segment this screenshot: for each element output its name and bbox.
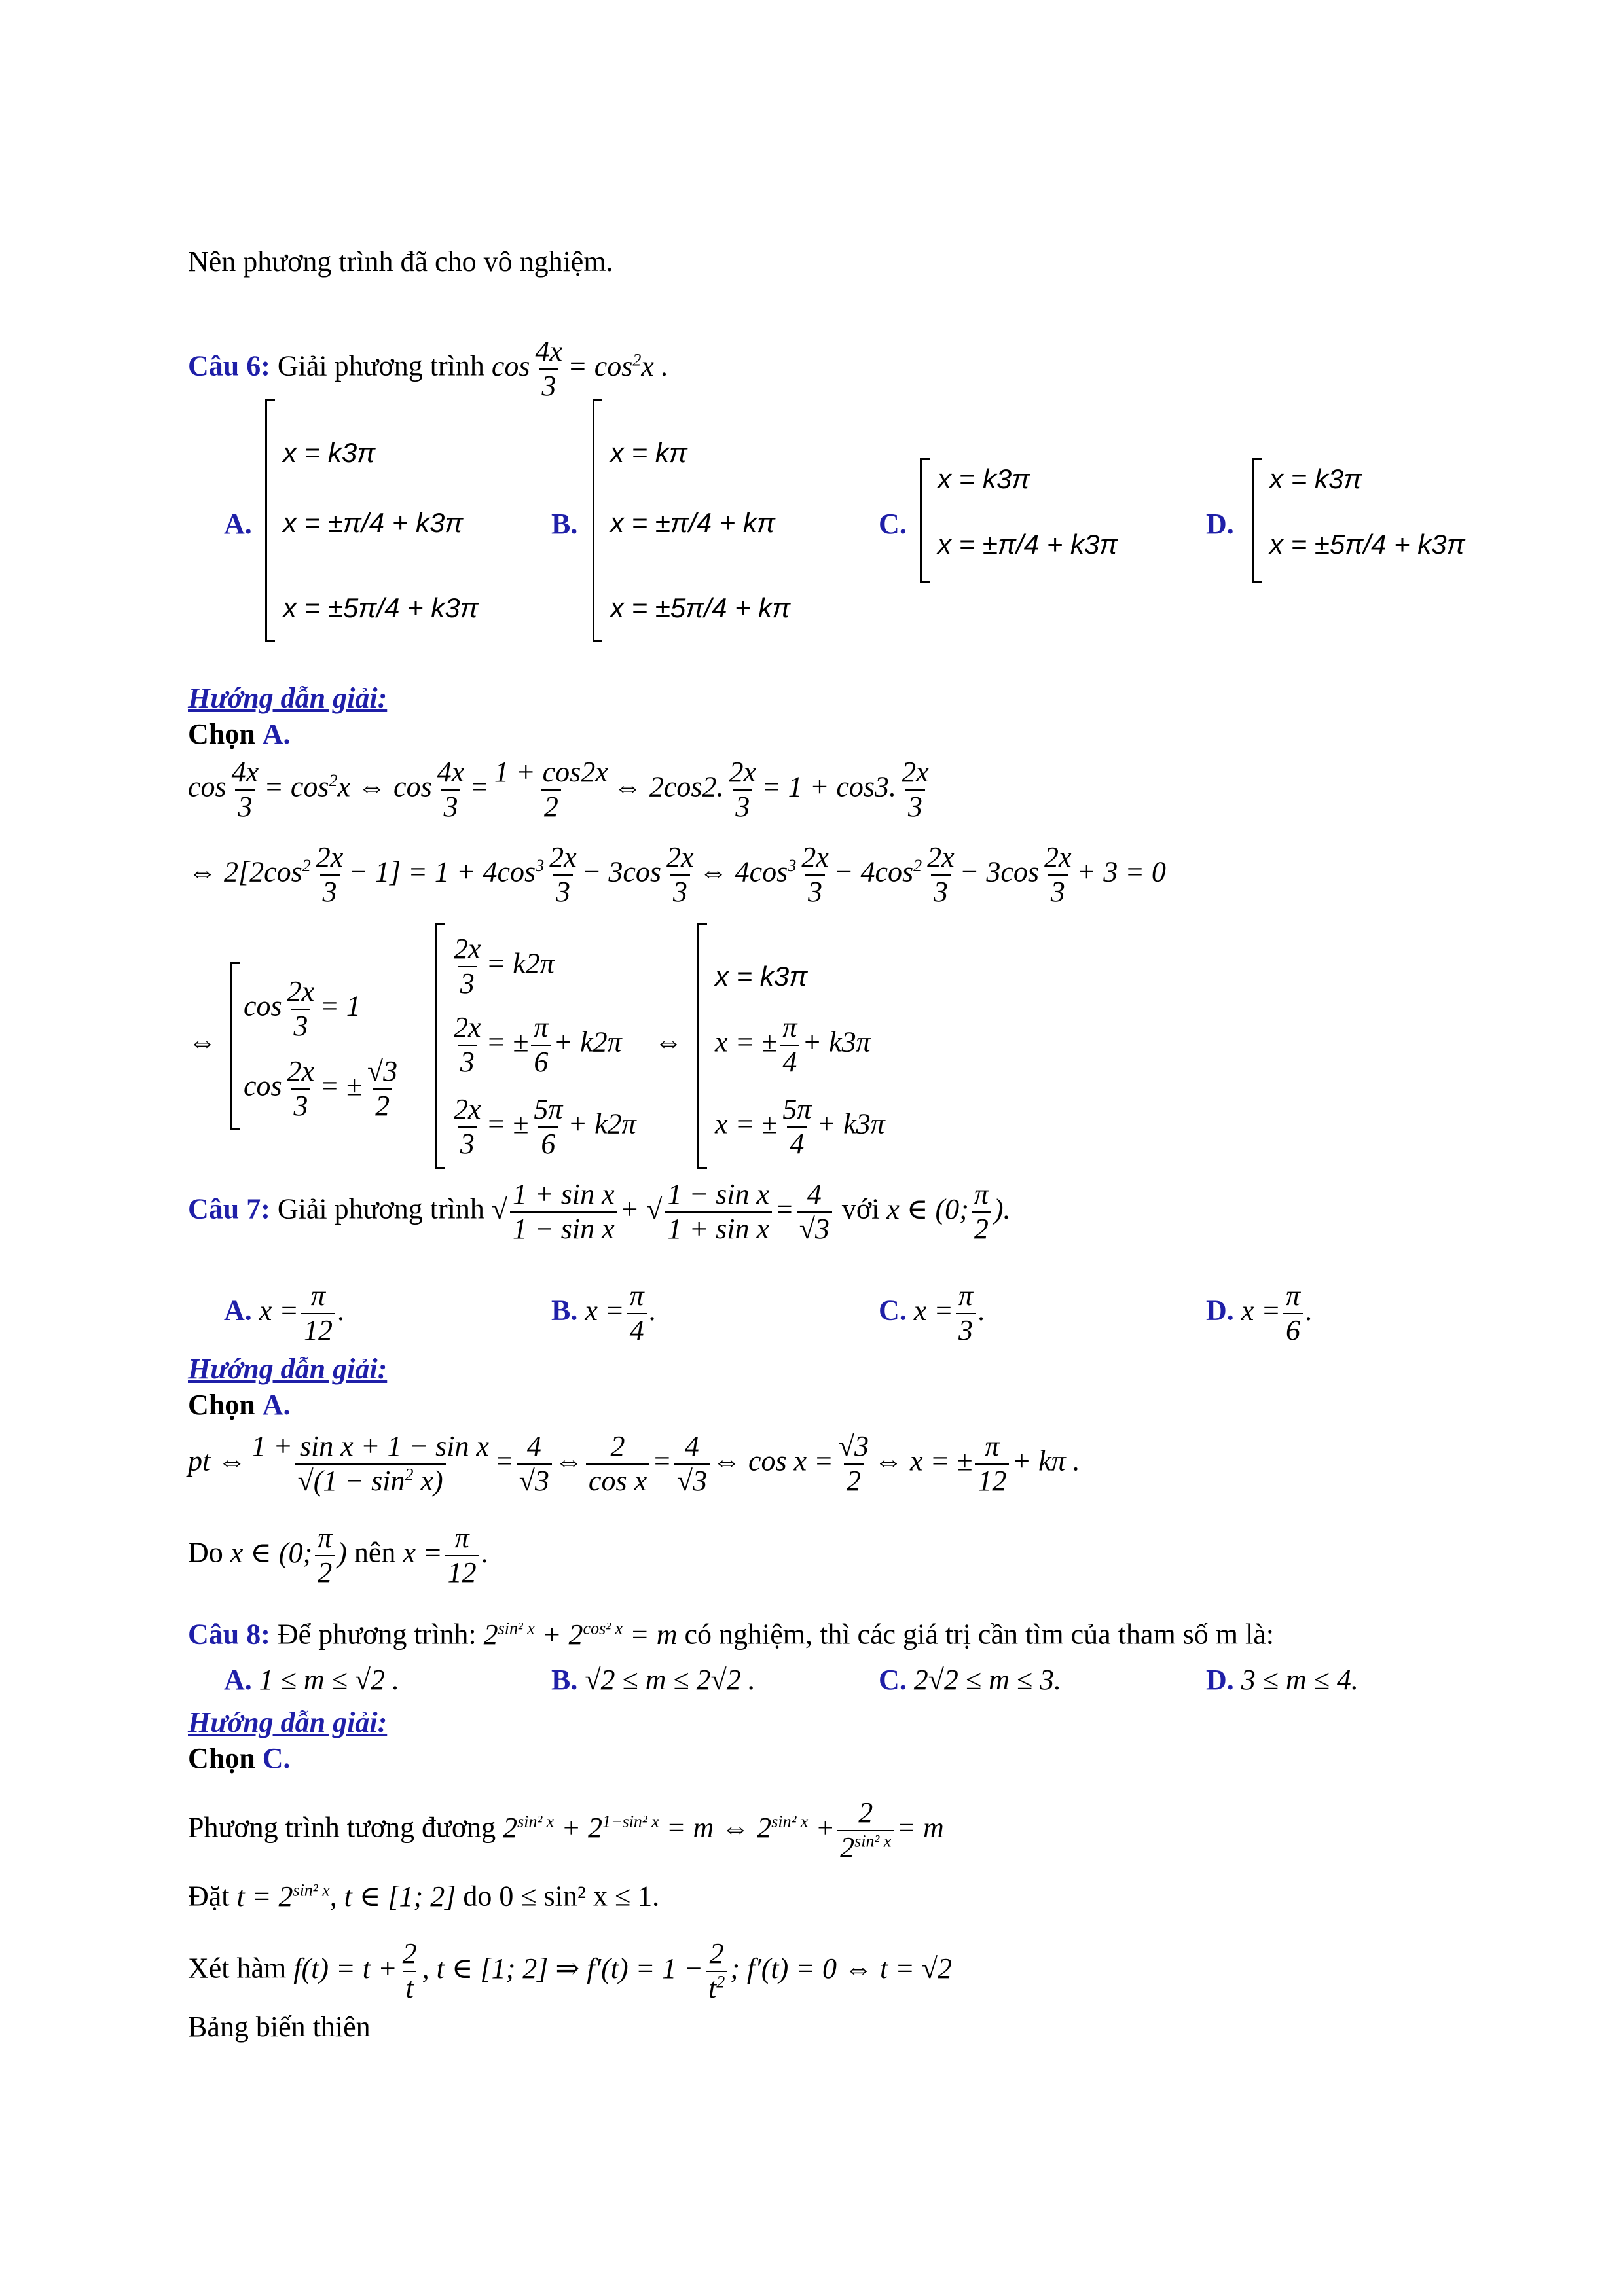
q8-option-b[interactable] — [551, 1666, 756, 1695]
q6-answer: A. — [262, 718, 291, 750]
q8-option-d-value: 3 ≤ m ≤ 4. — [1241, 1664, 1359, 1696]
q6-step3-sys3-line1: x = k3π — [715, 961, 808, 992]
q7-option-d[interactable] — [1206, 1280, 1313, 1347]
q7-option-d-label: D. — [1206, 1294, 1234, 1327]
q7-option-c-label: C. — [879, 1294, 907, 1327]
q6-step3-sys2-line2: $\frac{2x}{3}$ = ± $\frac{\pi}{6}$ + k2π — [454, 1011, 622, 1078]
q8-option-d-label: D. — [1206, 1664, 1234, 1696]
q8-text: Để phương trình: — [277, 1618, 477, 1651]
q7-option-b-value: x = $\frac{\pi}{4}$ . — [585, 1280, 657, 1346]
q8-function: f(t) = t + $\frac{2}{t}$ , t ∈ [1; 2] ⇒ f′(t) = 1 − $\frac{2}{t^2}$ ; f′(t) = 0 ⇔ t = √2 — [293, 1937, 953, 2004]
q8-label: Câu 8: — [188, 1618, 270, 1651]
q7-option-d-value: x = $\frac{\pi}{6}$ . — [1241, 1280, 1313, 1346]
q8-table-label: Bảng biến thiên — [188, 2011, 371, 2043]
q7-answer: A. — [262, 1389, 291, 1421]
q6-option-a-line2: x = ±π/4 + k3π — [283, 507, 464, 538]
q8-option-b-value: √2 ≤ m ≤ 2√2 . — [585, 1664, 756, 1696]
q6-option-a-bracket — [265, 399, 275, 642]
q8-solution-step2 — [188, 1882, 659, 1911]
q8-equation: $2^{sin^2 x} + 2^{cos^2 x} = m$ — [483, 1618, 678, 1651]
document-page — [188, 0, 1465, 2296]
q6-option-a-line3: x = ±5π/4 + k3π — [283, 592, 479, 623]
q7-choose-text: Chọn — [188, 1389, 255, 1421]
q7-option-c[interactable] — [879, 1280, 985, 1347]
q8-equiv-text: Phương trình tương đương — [188, 1811, 496, 1844]
q7-solution-step2 — [188, 1522, 489, 1589]
q7-domain-restate: x ∈ (0; $\frac{\pi}{2}$ ) — [230, 1522, 347, 1588]
q6-option-c-line1: x = k3π — [938, 463, 1030, 494]
q7-guide-heading: Hướng dẫn giải: — [188, 1353, 388, 1385]
q8-text2: có nghiệm, thì các giá trị cần tìm của tham số m là: — [684, 1618, 1275, 1651]
q8-solution-step1 — [188, 1797, 944, 1864]
q6-step3-sys3-line2: x = ± $\frac{\pi}{4}$ + k3π — [715, 1011, 871, 1078]
q8-statement — [188, 1620, 1274, 1649]
q8-option-b-label: B. — [551, 1664, 578, 1696]
q7-option-b-label: B. — [551, 1294, 578, 1327]
q8-option-c[interactable] — [879, 1666, 1061, 1695]
q6-option-c-label[interactable]: C. — [879, 508, 907, 540]
q6-step3-sys1-line1: cos $\frac{2x}{3}$ = 1 — [244, 975, 361, 1042]
q7-option-c-value: x = $\frac{\pi}{3}$ . — [913, 1280, 986, 1346]
q6-solution-step2: ⇔ $2[2\cos^2$ $\frac{2x}{3}$ − $1] = 1 + 4\cos^3$ $\frac{2x}{3}$ − 3cos $\frac{2x}{3}$ ⇔ $4\cos^3$ $\frac{2x}{3}$ − $4\cos^2$ $\frac{2x}{3}$ − 3cos $\frac{2x}{3}$ + 3 = 0 — [188, 841, 1166, 908]
q8-set-tail: do 0 ≤ sin² x ≤ 1. — [463, 1880, 660, 1912]
q7-text: Giải phương trình — [277, 1193, 484, 1225]
q8-choose-line — [188, 1744, 291, 1773]
q7-with: với — [841, 1193, 880, 1225]
q8-option-a-value: 1 ≤ m ≤ √2 . — [259, 1664, 400, 1696]
q7-domain: x ∈ (0; $\frac{\pi}{2}$ ). — [886, 1178, 1011, 1245]
q6-option-b-bracket — [593, 399, 602, 642]
q6-option-d-line1: x = k3π — [1269, 463, 1362, 494]
q8-option-a[interactable] — [224, 1666, 399, 1695]
q6-option-b-line1: x = kπ — [610, 437, 688, 468]
q6-solution-step1: cos $\frac{4x}{3}$ = $\cos^2x$ ⇔ cos $\frac{4x}{3}$ = $\frac{1 + \cos 2x}{2}$ ⇔ 2cos2. $\frac{2x}{3}$ = 1 + cos3. $\frac{2x}{3}$ — [188, 756, 929, 823]
q6-option-b-label[interactable]: B. — [551, 508, 578, 540]
q7-option-b[interactable] — [551, 1280, 657, 1347]
q6-text: Giải phương trình — [277, 350, 484, 382]
q6-option-b-line3: x = ±5π/4 + kπ — [610, 592, 791, 623]
q6-step3-sys1-line2: cos $\frac{2x}{3}$ = ± $\frac{√3}{2}$ — [244, 1055, 398, 1122]
q7-nen: nên — [354, 1536, 396, 1569]
q8-set-equation: $t = 2^{sin^2 x}$, t ∈ [1; 2] — [236, 1880, 456, 1912]
q7-option-a-value: x = $\frac{\pi}{12}$ . — [259, 1280, 346, 1346]
q6-option-c-bracket — [920, 458, 930, 583]
q6-option-a-line1: x = k3π — [283, 437, 376, 468]
q8-option-d[interactable] — [1206, 1666, 1359, 1695]
q6-option-d-bracket — [1252, 458, 1262, 583]
q6-guide-heading: Hướng dẫn giải: — [188, 682, 388, 714]
q8-option-c-value: 2√2 ≤ m ≤ 3. — [913, 1664, 1062, 1696]
q6-step3-sys3-line3: x = ± $\frac{5\pi}{4}$ + k3π — [715, 1093, 885, 1160]
q8-option-a-label: A. — [224, 1664, 252, 1696]
q8-option-c-label: C. — [879, 1664, 907, 1696]
q6-equiv-symbol-2: ⇔ — [654, 1026, 683, 1058]
q6-option-d-line2: x = ±5π/4 + k3π — [1269, 529, 1465, 560]
q6-option-d-label[interactable]: D. — [1206, 508, 1234, 540]
q8-answer: C. — [262, 1742, 291, 1774]
q7-equation: √ $\frac{\text{1 + sin x}}{\text{1 − sin x}}$ + √ $\frac{\text{1 − sin x}}{\text{1 + sin x}}$ = $\frac{4}{√3}$ — [492, 1193, 835, 1225]
q6-equiv-symbol-1: ⇔ — [188, 1026, 217, 1058]
q8-guide-heading: Hướng dẫn giải: — [188, 1706, 388, 1738]
q6-step3-sys2-line1: $\frac{2x}{3}$ = k2π — [454, 933, 555, 999]
q6-option-a-label[interactable]: A. — [224, 508, 252, 540]
q8-consider-text: Xét hàm — [188, 1952, 287, 1984]
q7-label: Câu 7: — [188, 1193, 270, 1225]
q6-step3-sys2-line3: $\frac{2x}{3}$ = ± $\frac{5\pi}{6}$ + k2π — [454, 1093, 636, 1160]
q6-choose-text: Chọn — [188, 718, 255, 750]
intro-text: Nên phương trình đã cho vô nghiệm. — [188, 245, 613, 278]
q6-step3-bracket-3 — [697, 923, 707, 1169]
q7-final: x = $\frac{\pi}{12}$ . — [403, 1522, 489, 1588]
q6-choose-line — [188, 720, 291, 749]
q6-statement — [188, 335, 668, 403]
q7-do: Do — [188, 1536, 223, 1569]
q8-choose-text: Chọn — [188, 1742, 255, 1774]
q8-set-text: Đặt — [188, 1880, 230, 1912]
q6-equation: cos $\frac{4x}{3}$ = $\cos^2x$ . — [491, 335, 668, 402]
q7-choose-line — [188, 1391, 291, 1420]
q7-option-a[interactable] — [224, 1280, 345, 1347]
q7-solution-step1: pt ⇔ $\frac{\text{1 + sin x + 1 − sin x}}{√(1 - \sin^2 x)}$ = $\frac{4}{√3}$ ⇔ $\frac{2}{\text{cos x}}$ = $\frac{4}{√3}$ ⇔ cos x = $\frac{√3}{2}$ ⇔ x = ± $\frac{\pi}{12}$ + kπ . — [188, 1430, 1080, 1497]
q7-option-a-label: A. — [224, 1294, 252, 1327]
q8-solution-step3 — [188, 1937, 952, 2005]
q7-statement — [188, 1178, 1011, 1246]
q8-equiv-equation: $2^{sin^2 x} + 2^{1-sin^2 x} = m$ ⇔ $2^{sin^2 x}$ + $\frac{2}{2^{sin^2 x}}$ = m — [503, 1797, 944, 1863]
q6-step3-bracket-1 — [230, 962, 240, 1130]
q6-option-b-line2: x = ±π/4 + kπ — [610, 507, 776, 538]
q6-option-c-line2: x = ±π/4 + k3π — [938, 529, 1118, 560]
q6-step3-bracket-2 — [435, 923, 445, 1169]
q6-label: Câu 6: — [188, 350, 270, 382]
